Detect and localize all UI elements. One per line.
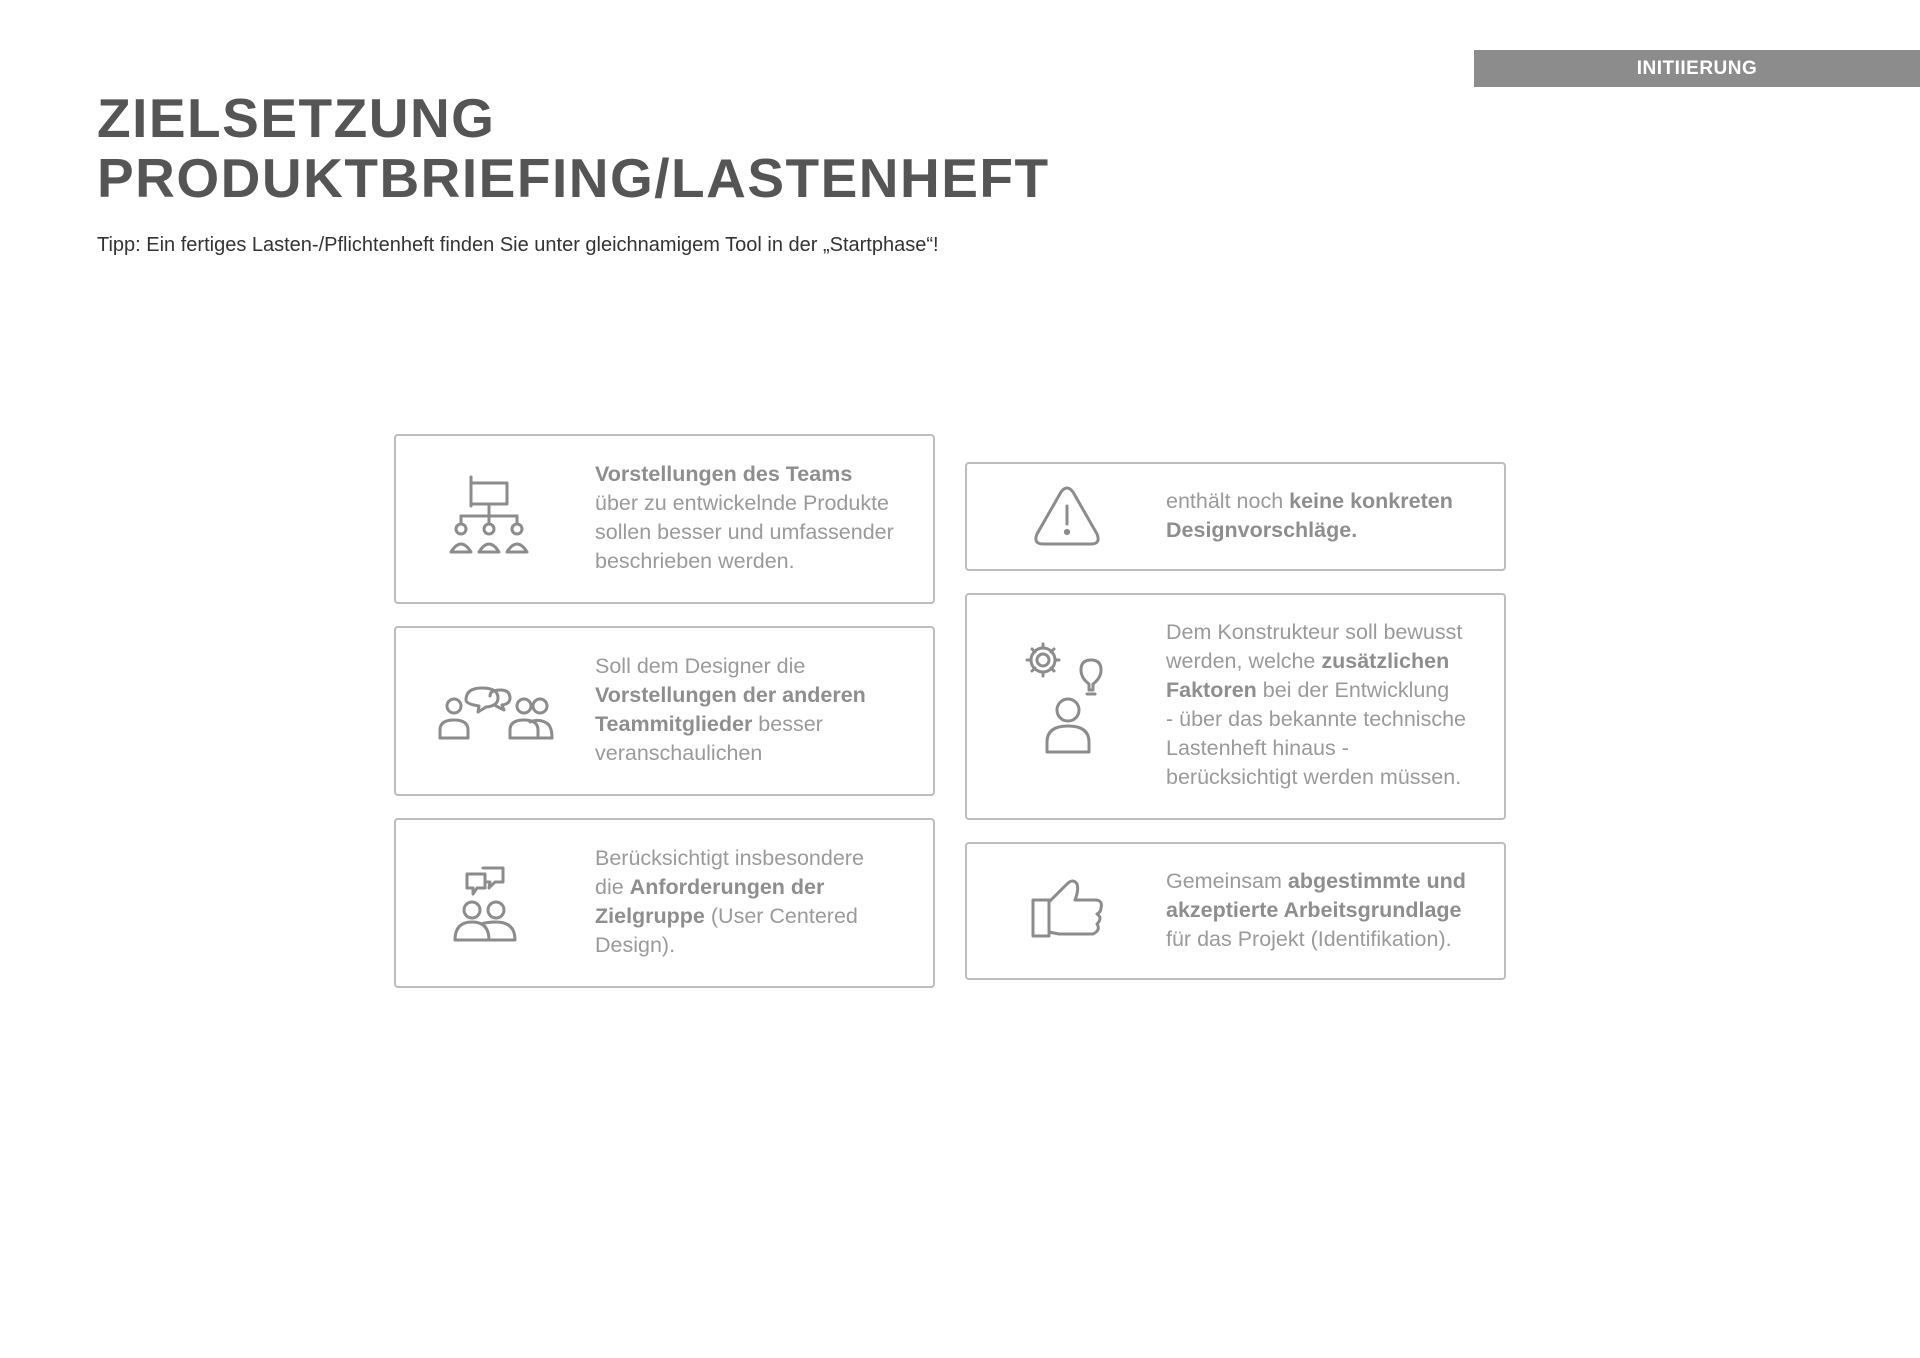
card-target-line-4: Design).: [595, 933, 676, 957]
page-title-line-1: ZIELSETZUNG: [97, 87, 496, 149]
card-designer-bold-2: Teammitglieder: [595, 712, 753, 736]
card-target-line-3: (User Centered: [704, 904, 858, 928]
card-constructor: [965, 593, 1506, 820]
card-constructor-line-6: berücksichtigt werden müssen.: [1166, 765, 1462, 789]
card-design-proposals: [965, 462, 1506, 571]
card-team-bold: Vorstellungen des Teams: [595, 462, 853, 486]
card-team-line-1: über zu entwickelnde Produkte: [595, 491, 890, 515]
card-designer-bold-1: Vorstellungen der anderen: [595, 683, 866, 707]
card-design-text: [1166, 487, 1496, 545]
page-title: [97, 88, 1050, 208]
card-constructor-line-2: werden, welche: [1166, 649, 1322, 673]
card-design-bold-2: Designvorschläge.: [1166, 518, 1358, 542]
card-target-bold-1: Anforderungen der: [629, 875, 825, 899]
card-design-line-1: enthält noch: [1166, 489, 1290, 513]
card-basis-line-1: Gemeinsam: [1166, 869, 1288, 893]
card-constructor-bold-1: zusätzlichen: [1321, 649, 1450, 673]
card-constructor-text: [1166, 618, 1501, 792]
card-designer-line-3: veranschaulichen: [595, 741, 763, 765]
card-constructor-bold-2: Faktoren: [1166, 678, 1257, 702]
card-basis-bold-1: abgestimmte und: [1287, 869, 1466, 893]
card-basis-bold-2: akzeptierte Arbeitsgrundlage: [1166, 898, 1462, 922]
card-target-group: [394, 818, 935, 988]
section-tag: INITIIERUNG: [1474, 50, 1920, 87]
person-gear-idea-icon: [1023, 640, 1127, 768]
card-constructor-line-1: Dem Konstrukteur soll bewusst: [1166, 620, 1463, 644]
card-team-line-2: sollen besser und umfassender: [595, 520, 894, 544]
tip-text: Tipp: Ein fertiges Lasten-/Pflichtenheft finden Sie unter gleichnamigem Tool in der „Startphase“!: [97, 234, 939, 256]
card-team-line-3: beschrieben werden.: [595, 549, 795, 573]
card-designer-line-1: Soll dem Designer die: [595, 654, 806, 678]
thumbs-up-icon: [1031, 878, 1107, 940]
card-constructor-line-3: bei der Entwicklung: [1256, 678, 1450, 702]
warning-icon: [1033, 486, 1101, 548]
card-team-ideas: [394, 434, 935, 604]
page-title-line-2: PRODUKTBRIEFING/LASTENHEFT: [97, 147, 1050, 209]
card-team-text: [595, 460, 925, 576]
card-designer: [394, 626, 935, 796]
org-chart-team-icon: [449, 474, 533, 560]
card-work-basis: [965, 842, 1506, 980]
card-designer-line-2: besser: [752, 712, 823, 736]
card-target-line-1: Berücksichtigt insbesondere: [595, 846, 864, 870]
card-target-line-2: die: [595, 875, 630, 899]
card-constructor-line-5: Lastenheft hinaus -: [1166, 736, 1349, 760]
card-design-bold-1: keine konkreten: [1289, 489, 1453, 513]
users-chat-icon: [453, 864, 519, 946]
card-target-text: [595, 844, 925, 960]
card-basis-text: [1166, 867, 1501, 954]
card-constructor-line-4: - über das bekannte technische: [1166, 707, 1467, 731]
card-target-bold-2: Zielgruppe: [595, 904, 705, 928]
card-designer-text: [595, 652, 925, 768]
card-basis-line-3: für das Projekt (Identifikation).: [1166, 927, 1452, 951]
group-discussion-icon: [438, 684, 554, 746]
